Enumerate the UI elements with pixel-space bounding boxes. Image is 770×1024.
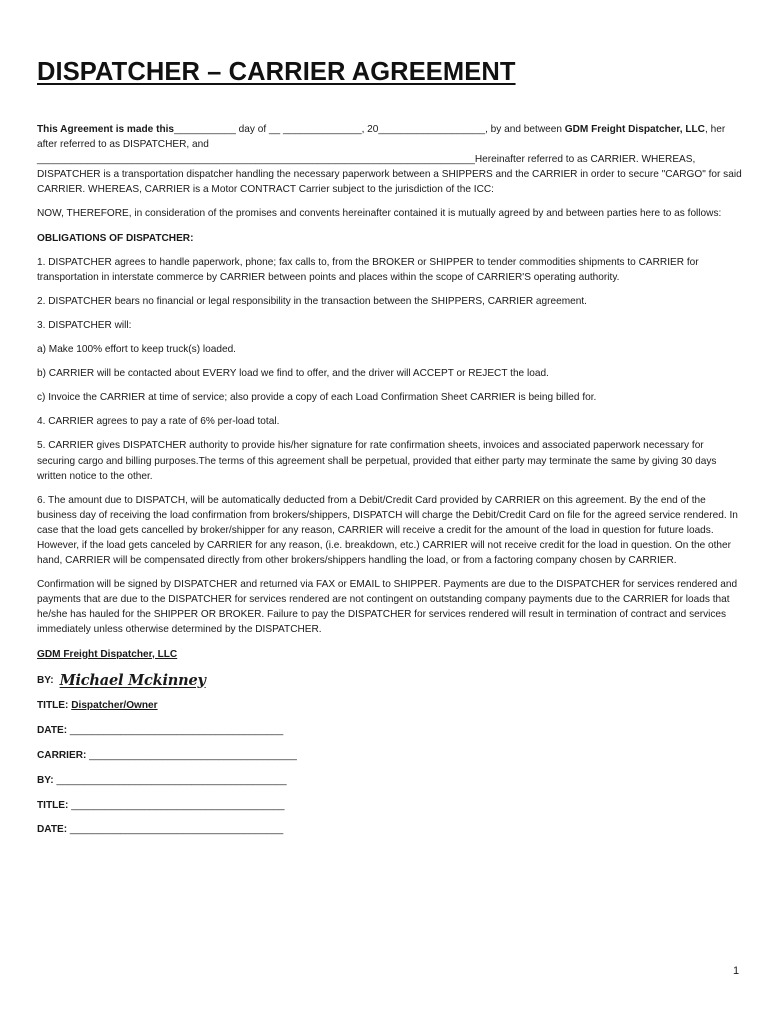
title-field[interactable]: ______________________________________ [71, 799, 285, 811]
clause-6: 6. The amount due to DISPATCH, will be automatically deducted from a Debit/Credit Card provided by CARRIER on this agreement. By the end of the business day of receiving the load confirmation from brokers/shippers, DISPATCH will charge the Debit/Credit Card on file for the agreed service rendered. In case that the load gets cancelled by broker/shipper for any reason, CARRIER will receive a credit for the amount of the load in question for future loads. However, if the load gets canceled by CARRIER for any reason, (i.e. breakdown, etc.) CARRIER will not receive credit for the load in question. On the other hand, CARRIER will be compensated directly from other brokers/shippers handling the load, or from a factoring company chosen by CARRIER. [37, 494, 738, 567]
intro-after-company: , her after referred to as DISPATCHER, and [37, 124, 726, 151]
date-row-2 [37, 822, 743, 837]
carrier-name-blank[interactable]: ______________________________________________________________________________ [37, 154, 475, 166]
carrier-label: CARRIER: [37, 750, 87, 762]
document-title: DISPATCHER – CARRIER AGREEMENT [37, 58, 516, 86]
clause-3b: b) CARRIER will be contacted about EVERY load we find to offer, and the driver will ACCEPT or REJECT the load. [37, 368, 549, 380]
intro-company: GDM Freight Dispatcher, LLC [564, 124, 705, 135]
day-blank[interactable]: ___________ [174, 124, 236, 135]
carrier-field[interactable]: _____________________________________ [89, 750, 297, 762]
confirmation-paragraph: Confirmation will be signed by DISPATCHER and returned via FAX or EMAIL to SHIPPER. Payments are due to the DISPATCHER for services rendered and payments that are due to the DISPATCHER for services rendered are not contingent on outstanding company payments due to the CARRIER for loads that he/she has hauled for the SHIPPER OR BROKER. Failure to pay the DISPATCHER for services rendered will result in termination of contract and services immediately unless otherwise determined by the DISPATCHER. [37, 579, 738, 636]
signature-title-row [37, 698, 743, 713]
now-therefore-paragraph: NOW, THEREFORE, in consideration of the promises and convents hereinafter contained it is mutually agreed by and between parties here to as follows: [37, 208, 722, 220]
signature-name: Michael Mckinney [59, 671, 206, 689]
by-row [37, 773, 743, 788]
intro-lead: This Agreement is made this [37, 124, 175, 135]
by-label: BY: [37, 774, 54, 786]
clause-1: 1. DISPATCHER agrees to handle paperwork, phone; fax calls to, from the BROKER or SHIPPER to tender commodities shipments to CARRIER for transportation in interstate commerce by CARRIER between points and places within the scope of CARRIER'S operating authority. [37, 256, 699, 283]
intro-by-between: , by and between [485, 124, 565, 135]
clause-4: 4. CARRIER agrees to pay a rate of 6% per-load total. [37, 416, 280, 428]
obligations-heading: OBLIGATIONS OF DISPATCHER: [37, 232, 194, 244]
intro-year-prefix: , 20 [361, 124, 379, 135]
date-field-1[interactable]: ______________________________________ [69, 725, 284, 737]
date-row-1 [37, 723, 743, 738]
carrier-row [37, 748, 743, 763]
title-row [37, 798, 743, 813]
signature-company: GDM Freight Dispatcher, LLC [37, 648, 178, 660]
clause-2: 2. DISPATCHER bears no financial or legal responsibility in the transaction between the SHIPPERS, CARRIER agreement. [37, 295, 587, 307]
date-field-2[interactable]: ______________________________________ [69, 824, 284, 836]
intro-day-of: day of [235, 124, 269, 135]
title-label: TITLE: [37, 799, 69, 811]
year-blank[interactable]: ___________________ [378, 124, 486, 135]
clause-3c: c) Invoice the CARRIER at time of service; also provide a copy of each Load Confirmation Sheet CARRIER is being billed for. [37, 392, 597, 404]
month-blank[interactable]: __ ______________ [268, 124, 362, 135]
clause-3a: a) Make 100% effort to keep truck(s) loaded. [37, 344, 236, 356]
page-number: 1 [733, 965, 740, 977]
date-label-1: DATE: [37, 725, 68, 737]
date-label-2: DATE: [37, 824, 68, 836]
intro-paragraph [37, 122, 743, 197]
document-content [37, 58, 743, 837]
signature-title-label: TITLE: [37, 700, 69, 712]
signature-by-line [37, 672, 743, 689]
clause-3: 3. DISPATCHER will: [37, 319, 132, 331]
signature-by-label: BY: [37, 674, 54, 686]
intro-rest: Hereinafter referred to as CARRIER. WHEREAS, DISPATCHER is a transportation dispatcher handling the necessary paperwork between a SHIPPERS and the CARRIER in order to secure "CARGO" for said CARRIER. WHEREAS, CARRIER is a Motor CONTRACT Carrier subject to the jurisdiction of the ICC: [37, 154, 742, 196]
clause-5: 5. CARRIER gives DISPATCHER authority to provide his/her signature for rate confirmation sheets, invoices and associated paperwork necessary for securing cargo and billing purposes.The terms of this agreement shall be perpetual, provided that either party may terminate the same by giving 30 days written notice to the other. [37, 440, 717, 482]
by-field[interactable]: _________________________________________ [56, 774, 287, 786]
signature-title-value: Dispatcher/Owner [71, 700, 158, 712]
